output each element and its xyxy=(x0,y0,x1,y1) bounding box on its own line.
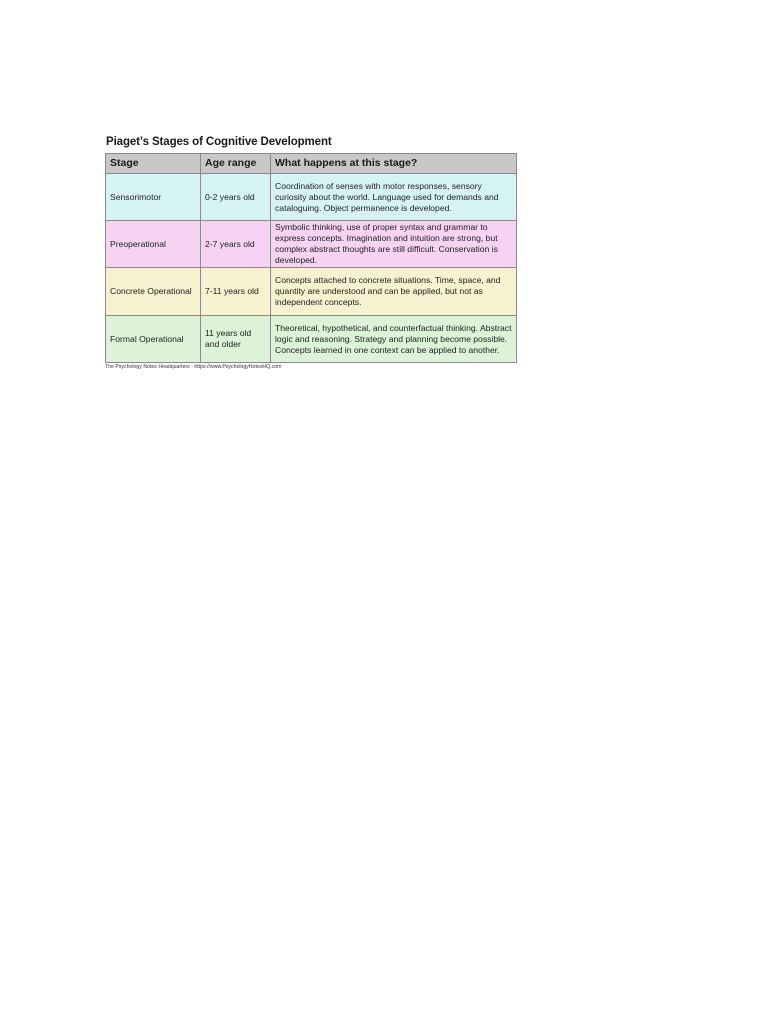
stage-cell: Concrete Operational xyxy=(106,268,201,316)
table-row xyxy=(106,221,517,268)
description-cell: Concepts attached to concrete situations. Time, space, and quantity are understood and can be applied, but not as independent concepts. xyxy=(271,268,517,316)
document-title: Piaget’s Stages of Cognitive Development xyxy=(106,136,332,148)
description-cell: Theoretical, hypothetical, and counterfactual thinking. Abstract logic and reasoning. Strategy and planning become possible. Concepts learned in one context can be applied to another. xyxy=(271,316,517,363)
description-cell: Symbolic thinking, use of proper syntax and grammar to express concepts. Imagination and intuition are strong, but complex abstract thoughts are still difficult. Conservation is developed. xyxy=(271,221,517,268)
stage-cell: Formal Operational xyxy=(106,316,201,363)
source-caption: The Psychology Notes Headquarters - https://www.PsychologyNotesHQ.com xyxy=(105,364,282,370)
description-cell: Coordination of senses with motor responses, sensory curiosity about the world. Language used for demands and cataloguing. Object permanence is developed. xyxy=(271,174,517,221)
age-cell: 11 years old and older xyxy=(201,316,271,363)
header-stage: Stage xyxy=(106,154,201,174)
stages-table xyxy=(105,153,517,363)
table-row xyxy=(106,316,517,363)
stage-cell: Sensorimotor xyxy=(106,174,201,221)
age-cell: 2-7 years old xyxy=(201,221,271,268)
header-age-range: Age range xyxy=(201,154,271,174)
header-what-happens: What happens at this stage? xyxy=(271,154,517,174)
table-header-row xyxy=(106,154,517,174)
stage-cell: Preoperational xyxy=(106,221,201,268)
table-row xyxy=(106,268,517,316)
age-cell: 0-2 years old xyxy=(201,174,271,221)
table-row xyxy=(106,174,517,221)
age-cell: 7-11 years old xyxy=(201,268,271,316)
